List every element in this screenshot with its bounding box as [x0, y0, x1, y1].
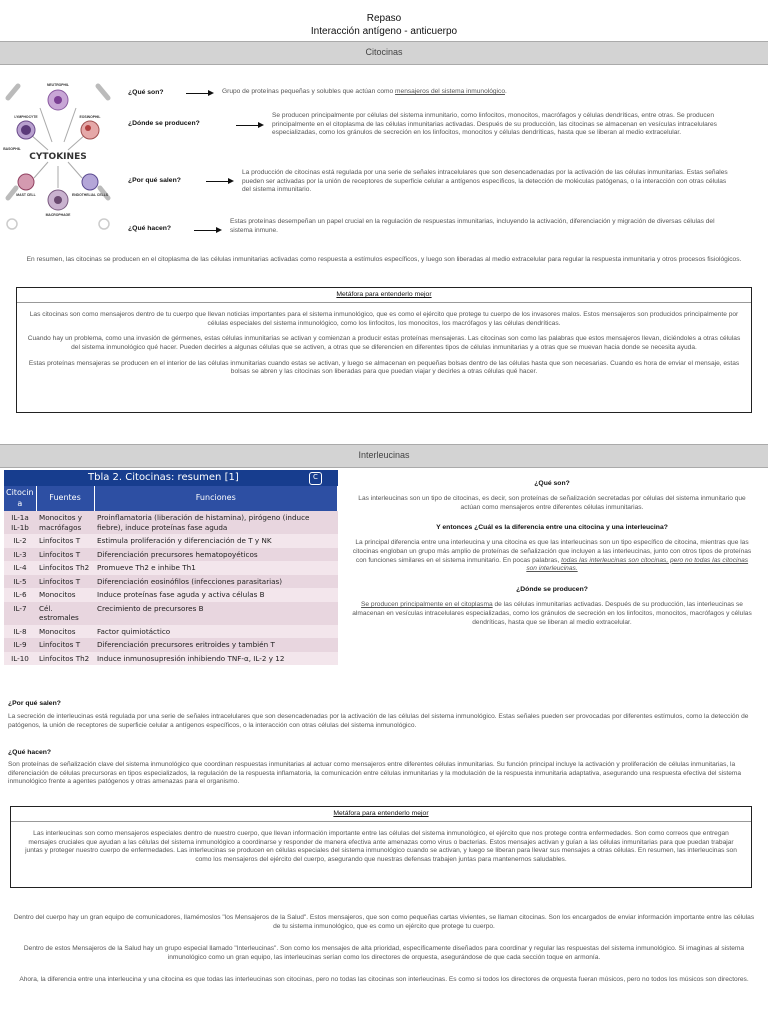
arrow-right-icon	[206, 181, 232, 182]
question-por-que-salen-interleucinas: ¿Por qué salen?	[8, 700, 61, 707]
table-cell: IL-2	[4, 534, 36, 548]
table-cell: Diferenciación precursores hematopoyéticos	[94, 548, 337, 562]
table-cell: Diferenciación precursores eritroides y también T	[94, 638, 337, 652]
answer-por-que-salen: La producción de citocinas está regulada por una serie de señales intracelulares que son desencadenadas por la activación de las células inmunitarias. Estas señales pueden ser activadas por la unión de receptores de superficie celular a antígenos específicos, la detección de moléculas patógenas, o la interacción con otras células del sistema inmunitario.	[242, 169, 728, 194]
diagram-label-macrophage: MACROPHAGE	[45, 213, 71, 217]
question-que-son-interleucinas: ¿Qué son?	[534, 480, 570, 487]
table-row	[4, 561, 338, 575]
answer-donde-se-producen-interleucinas: Se producen principalmente en el citoplasma de las células inmunitarias activadas. Después de su producción, las interleucinas se almacenan en vesículas intracelulares especializadas, como los gránulos de secreción en los linfocitos, monocitos, macrófagos y células dendríticas, hasta que se liberan al medio extracelular.	[352, 601, 752, 626]
diagram-label-lymphocyte: LYMPHOCYTE	[14, 115, 38, 119]
metaphor-box-interleucinas	[10, 806, 752, 888]
interleucinas-right-column	[352, 480, 752, 627]
table-row	[4, 511, 338, 534]
question-que-hacen-interleucinas: ¿Qué hacen?	[8, 749, 52, 756]
diagram-center-label: CYTOKINES	[29, 152, 87, 162]
table-row	[4, 575, 338, 589]
closing-paragraph: Dentro del cuerpo hay un gran equipo de comunicadores, llamémoslos "los Mensajeros de la Salud". Estos mensajeros, que son como pequeñas cartas vivientes, se llaman citocinas. Son los encargados de enviar información importante entre las células de tu sistema inmunológico, que es como un ejército que protege tu cuerpo.	[13, 914, 755, 930]
question-diferencia: Y entonces ¿Cuál es la diferencia entre una citocina y una interleucina?	[436, 524, 668, 532]
diagram-label-neutrophil: NEUTROPHIL	[46, 83, 70, 87]
answer-donde-se-producen: Se producen principalmente por células del sistema inmunitario, como linfocitos, monocitos, macrófagos y células dendríticas, entre otras. Se producen principalmente en el citoplasma de las células inmunitarias activadas. Después de su producción, las citocinas se almacenan en vesículas intracelulares especializadas, como los gránulos de secreción en los linfocitos, monocitos y células dendríticas, hasta que se liberan al medio extracelular.	[272, 112, 717, 137]
table-cell: Proinflamatoria (liberación de histamina), pirógeno (induce fiebre), induce proteínas fase aguda	[94, 511, 337, 534]
table-cell: Cél. estromales	[36, 602, 94, 625]
section-band-citocinas: Citocinas	[0, 41, 768, 65]
answer-que-hacen-interleucinas: Son proteínas de señalización clave del sistema inmunológico que coordinan respuestas inmunitarias al actuar como mensajeros entre diferentes células inmunitarias. Su función principal incluye la activación y proliferación de células inmunitarias, la diferenciación de células precursoras en tipos especializados, la regulación de la respuesta inflamatoria, la comunicación entre células inmunitarias y la modulación de la respuesta inmunitaria adaptativa, asegurando una respuesta efectiva del sistema inmunológico frente a agentes patógenos y otras amenazas para el organismo.	[8, 761, 742, 786]
table-cell: Monocitos	[36, 625, 94, 639]
reference-link-icon[interactable]: C	[309, 472, 322, 485]
page-subtitle: Interacción antígeno - anticuerpo	[310, 26, 458, 37]
table-cell: Monocitos y macrófagos	[36, 511, 94, 534]
diagram-label-endothelial: ENDOTHELIAL CELLS	[71, 193, 109, 197]
table-header: Citocin a	[4, 486, 36, 511]
answer-por-que-salen-interleucinas: La secreción de interleucinas está regulada por una serie de señales intracelulares que son desencadenadas por la activación de las células del sistema inmunológico. Estas señales pueden ser provocadas por diferentes estímulos, como la detección de patógenos, la unión de receptores de superficie celular a antígenos específicos, o la interacción con otras células del sistema inmunológico.	[8, 713, 749, 729]
table-header: Fuentes	[36, 486, 94, 511]
question-donde-se-producen: ¿Dónde se producen?	[128, 120, 200, 127]
table-row	[4, 602, 338, 625]
table-cell: Linfocitos Th2	[36, 652, 94, 666]
table-cell: Crecimiento de precursores B	[94, 602, 337, 625]
table-cell: Diferenciación eosinófilos (infecciones parasitarias)	[94, 575, 337, 589]
table-cell: Linfocitos Th2	[36, 561, 94, 575]
metaphor-paragraph: Las interleucinas son como mensajeros especiales dentro de nuestro cuerpo, que llevan información importante entre las células del sistema inmunológico, el ejército que nos protege contra enfermedades. Son como correos que entregan mensajes cruciales que ayudan a las células del sistema inmunológico a coordinarse y responder de manera efectiva ante amenazas como virus o bacterias. Estos mensajes activan y guían a las células inmunitarias para que puedan trabajar juntas y proteger nuestro cuerpo de enfermedades. Las interleucinas se producen en células especiales del sistema inmunológico cuando se activan, y luego se liberan para llevar sus mensajes a otras células. En resumen, las interleucinas son como los mensajeros del ejército del cuerpo, asegurando que nuestras defensas trabajen juntas para mantenernos saludables.	[25, 829, 737, 864]
table-cell: IL-5	[4, 575, 36, 589]
table-cell: Monocitos	[36, 588, 94, 602]
table-cell: IL-4	[4, 561, 36, 575]
table-cell: IL-10	[4, 652, 36, 666]
question-donde-se-producen-interleucinas: ¿Dónde se producen?	[516, 586, 588, 594]
table-cell: Promueve Th2 e inhibe Th1	[94, 561, 337, 575]
answer-que-hacen: Estas proteínas desempeñan un papel crucial en la regulación de respuestas inmunitarias, incluyendo la activación, diferenciación y migración de diversas células del sistema inmune.	[230, 218, 715, 234]
arrow-right-icon	[194, 230, 220, 231]
metaphor-title: Metáfora para entenderlo mejor	[17, 288, 751, 303]
table-row	[4, 625, 338, 639]
metaphor-paragraph: Estas proteínas mensajeras se producen en el interior de las células inmunitarias cuando estas se activan, y luego se almacenan en pequeñas bolsas dentro de las células hasta que son necesarias. Cuando es hora de enviar el mensaje, estas bolsas se abren y las citocinas son liberadas para que puedan viajar y decirles a otras células qué hacer.	[28, 359, 740, 376]
question-que-son: ¿Qué son?	[128, 89, 164, 96]
table-cell: Linfocitos T	[36, 638, 94, 652]
answer-que-son-interleucinas: Las interleucinas son un tipo de citocinas, es decir, son proteínas de señalización secretadas por células del sistema inmunitario que actúan como mensajeros entre diferentes células inmunitarias.	[358, 494, 746, 511]
page-title: Repaso	[366, 13, 402, 24]
citocinas-summary: En resumen, las citocinas se producen en el citoplasma de las células inmunitarias activadas como respuesta a estímulos específicos, y luego son liberadas al medio extracelular para regular la respuesta inmunitaria y otros procesos fisiológicos.	[26, 256, 742, 263]
table-cell: Induce inmunosupresión inhibiendo TNF-α, IL-2 y 12	[94, 652, 337, 666]
metaphor-box-citocinas	[16, 287, 752, 413]
table-cell: IL-6	[4, 588, 36, 602]
table-cell: Linfocitos T	[36, 548, 94, 562]
table-cell: Linfocitos T	[36, 534, 94, 548]
table-row	[4, 534, 338, 548]
closing-paragraph: Dentro de estos Mensajeros de la Salud hay un grupo especial llamado "Interleucinas". Son como los mensajes de alta prioridad, específicamente diseñados para coordinar y regular las respuestas del sistema inmunológico. Si imaginas al sistema inmunológico como un gran equipo, las interleucinas serían como los directores de orquesta, asegurándose de que cada sección toque en armonía.	[23, 945, 745, 961]
cytokine-summary-table	[4, 470, 338, 665]
table-cell: IL-3	[4, 548, 36, 562]
table-row	[4, 652, 338, 666]
table-cell: Estimula proliferación y diferenciación de T y NK	[94, 534, 337, 548]
table-cell: IL-7	[4, 602, 36, 625]
table-row	[4, 548, 338, 562]
closing-paragraph: Ahora, la diferencia entre una interleucina y una citocina es que todas las interleucinas son citocinas, pero no todas las citocinas son interleucinas. Es como si todos los directores de orquesta fueran músicos, pero no todos los músicos son directores.	[19, 976, 749, 983]
table-cell: IL-8	[4, 625, 36, 639]
table-cell: Induce proteínas fase aguda y activa células B	[94, 588, 337, 602]
diagram-label-basophil: BASOPHIL	[3, 147, 21, 151]
table-cell: Linfocitos T	[36, 575, 94, 589]
arrow-right-icon	[186, 93, 212, 94]
cytokines-diagram	[2, 78, 114, 232]
table-row	[4, 588, 338, 602]
table-cell: Factor quimiotáctico	[94, 625, 337, 639]
table-row	[4, 638, 338, 652]
question-que-hacen: ¿Qué hacen?	[128, 225, 172, 232]
table-cell: IL-9	[4, 638, 36, 652]
arrow-right-icon	[236, 125, 262, 126]
answer-que-son: Grupo de proteínas pequeñas y solubles que actúan como mensajeros del sistema inmunológico.	[222, 88, 507, 95]
table-cell: IL-1a IL-1b	[4, 511, 36, 534]
metaphor-title: Metáfora para entenderlo mejor	[11, 807, 751, 822]
diagram-label-eosinophil: EOSINOPHIL	[79, 115, 101, 119]
cytokines-illustration-icon	[2, 78, 114, 232]
question-por-que-salen: ¿Por qué salen?	[128, 177, 181, 184]
answer-diferencia: La principal diferencia entre una interleucina y una citocina es que las interleucinas son un tipo específico de citocina, mientras que las citocinas engloban un grupo más amplio de proteínas de señalización que incluyen a las interleucinas, junto con otros tipos de proteínas con funciones similares en el sistema inmunitario. En pocas palabras, todas las interleucinas son citocinas, pero no todas las citocinas son interleucinas.	[352, 539, 752, 573]
table-header: Funciones	[94, 486, 337, 511]
metaphor-paragraph: Las citocinas son como mensajeros dentro de tu cuerpo que llevan noticias importantes para el sistema inmunológico, que es como el ejército que protege tu cuerpo de los invasores malos. Estos mensajeros son producidos principalmente por células especiales del sistema inmunológico, como los linfocitos, los monocitos, los macrófagos y las células dendríticas.	[29, 310, 739, 327]
diagram-label-mast-cell: MAST CELL	[16, 193, 36, 197]
section-band-interleucinas: Interleucinas	[0, 444, 768, 468]
metaphor-paragraph: Cuando hay un problema, como una invasión de gérmenes, estas células inmunitarias se activan y comienzan a producir estas proteínas mensajeras. Las citocinas son como las palabras que estos mensajeros llevan, diciéndoles a otras células del sistema inmunológico qué hacer. Pueden decirles a algunas células que se activen, a otras que se diferencien en diferentes tipos de células inmunitarias y a otras que se muevan hacia donde se necesita ayuda.	[27, 335, 741, 352]
table-caption: Tbla 2. Citocinas: resumen [1] C	[4, 470, 338, 486]
